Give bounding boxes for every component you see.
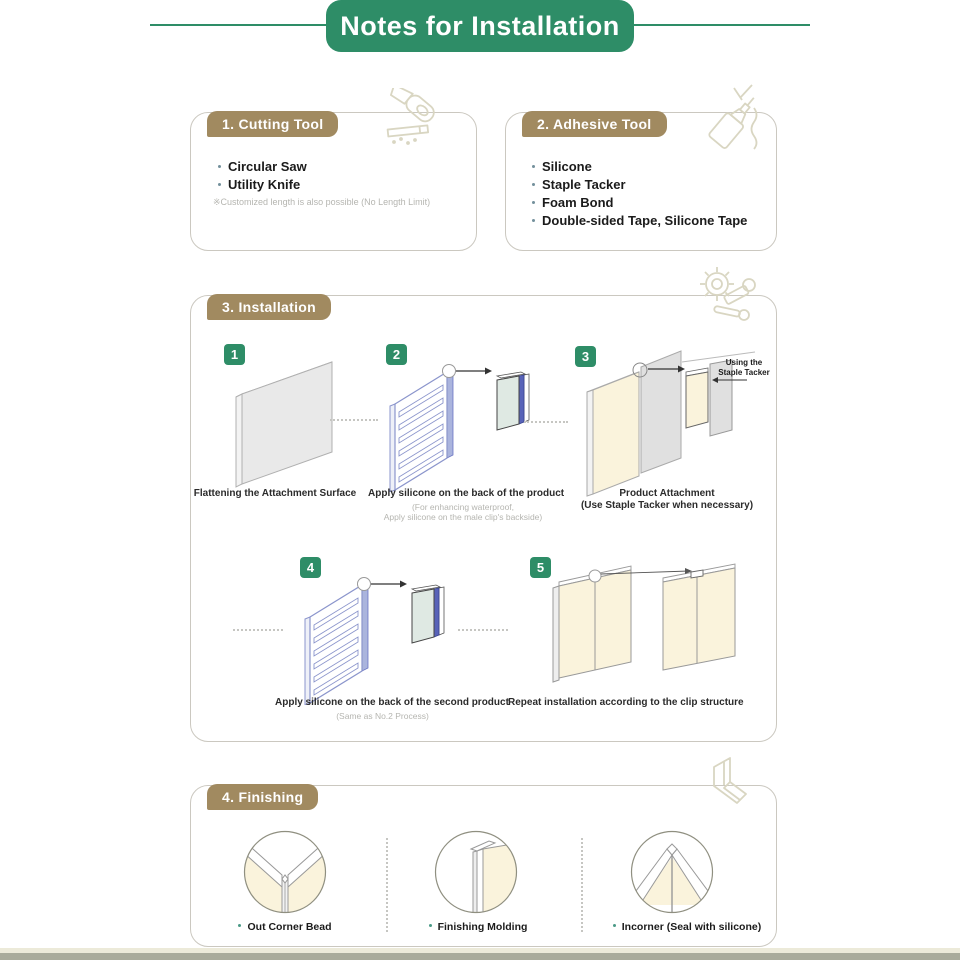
step-2-diagram <box>385 352 535 492</box>
step-4-diagram <box>300 565 450 705</box>
annotation-line: Staple Tacker <box>718 368 770 377</box>
list-item-label: Staple Tacker <box>542 177 626 192</box>
installation-header: 3. Installation <box>207 294 331 320</box>
list-item-label: Utility Knife <box>228 177 301 192</box>
caption-subtext <box>368 502 558 522</box>
step-1-diagram <box>228 352 348 492</box>
caption-text: Out Corner Bead <box>247 921 332 933</box>
caption-text: Incorner (Seal with silicone) <box>621 921 762 933</box>
finishing-molding-diagram <box>433 829 519 915</box>
adhesive-tool-list <box>532 158 747 230</box>
subtext-line: (Same as No.2 Process) <box>336 711 429 721</box>
utility-knife-icon <box>370 88 446 154</box>
finishing-separator-dots <box>386 838 388 932</box>
bullet-icon <box>218 183 221 186</box>
step-3-caption <box>577 488 757 512</box>
list-item <box>218 158 430 176</box>
step-2-caption <box>368 488 565 522</box>
bullet-icon <box>532 219 535 222</box>
caption-text: Apply silicone on the back of the product <box>368 488 565 499</box>
list-item <box>532 176 747 194</box>
footer-strip-dark <box>0 953 960 960</box>
list-item-label: Silicone <box>542 159 592 174</box>
finishing-separator-dots <box>581 838 583 932</box>
tools-gear-wrench-icon <box>692 262 760 326</box>
finishing-item-caption <box>205 921 365 933</box>
step-1-badge: 1 <box>224 344 245 365</box>
cutting-note: ※Customized length is also possible (No Length Limit) <box>213 197 431 207</box>
step-3-badge: 3 <box>575 346 596 367</box>
step-2-badge: 2 <box>386 344 407 365</box>
caption-subtext <box>577 500 757 512</box>
step-4-badge: 4 <box>300 557 321 578</box>
step-separator-dots <box>233 629 283 631</box>
step-separator-dots <box>330 419 378 421</box>
subtext-line: (Use Staple Tacker when necessary) <box>580 500 754 511</box>
annotation-line: Using the <box>725 358 763 367</box>
caption-text: Product Attachment <box>619 488 715 499</box>
step-5-caption <box>508 697 744 709</box>
bullet-icon <box>613 924 616 927</box>
step-5-badge: 5 <box>530 557 551 578</box>
step-1-caption <box>190 488 360 500</box>
caption-text: Finishing Molding <box>437 921 528 933</box>
bullet-icon <box>532 183 535 186</box>
caption-subtext <box>275 711 490 721</box>
silicone-gun-icon <box>696 82 768 158</box>
list-item-label: Circular Saw <box>228 159 307 174</box>
subtext-line: Apply silicone on the male clip's backside) <box>383 512 543 522</box>
step-separator-dots <box>524 421 568 423</box>
corner-molding-icon <box>698 755 754 819</box>
caption-text: Apply silicone on the back of the second product <box>275 697 509 708</box>
finishing-item-caption <box>398 921 558 933</box>
out-corner-bead-diagram <box>242 829 328 915</box>
step-3-annotation <box>716 358 772 378</box>
finishing-header: 4. Finishing <box>207 784 318 810</box>
list-item <box>532 212 747 230</box>
page-title: Notes for Installation <box>326 0 634 52</box>
list-item <box>532 194 747 212</box>
step-separator-dots <box>458 629 508 631</box>
bullet-icon <box>532 201 535 204</box>
caption-text: Repeat installation according to the clip structure <box>508 697 744 708</box>
subtext-line: (For enhancing waterproof, <box>411 502 515 512</box>
caption-text: Flattening the Attachment Surface <box>193 488 357 499</box>
bullet-icon <box>532 165 535 168</box>
step-4-caption <box>275 697 509 721</box>
finishing-item-caption <box>592 921 782 933</box>
bullet-icon <box>238 924 241 927</box>
cutting-tool-header: 1. Cutting Tool <box>207 111 338 137</box>
list-item-label: Foam Bond <box>542 195 614 210</box>
step-5-diagram <box>545 562 745 697</box>
list-item-label: Double-sided Tape, Silicone Tape <box>542 213 748 228</box>
incorner-diagram <box>629 829 715 915</box>
bullet-icon <box>218 165 221 168</box>
list-item <box>532 158 747 176</box>
adhesive-tool-header: 2. Adhesive Tool <box>522 111 667 137</box>
list-item <box>218 176 430 194</box>
cutting-tool-list <box>213 158 431 208</box>
bullet-icon <box>429 924 432 927</box>
